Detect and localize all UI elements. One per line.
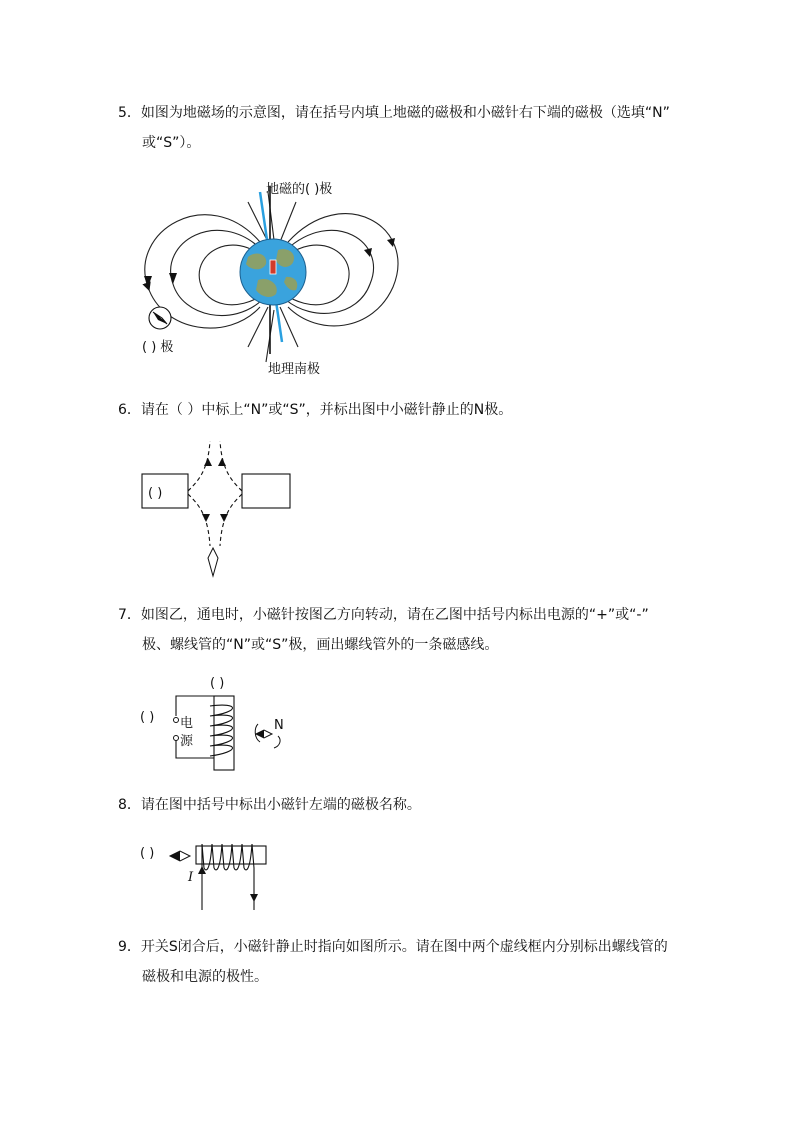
current-label: I: [188, 870, 194, 885]
question-7-line-2: 极、螺线管的“N”或“S”极，画出螺线管外的一条磁感线。: [142, 637, 499, 653]
question-8: [118, 790, 698, 820]
power-source-bracket-label: ( ): [140, 710, 155, 725]
question-5-line-2: 或“S”）。: [142, 135, 201, 151]
solenoid-circuit-figure: [140, 676, 300, 776]
question-9-line-1: 9．开关S闭合后，小磁针静止时指向如图所示。请在图中两个虚线框内分别标出螺线管的: [118, 939, 668, 955]
power-source-label-2: 源: [180, 734, 194, 749]
geomagnetic-pole-label: 地磁的( )极: [266, 182, 333, 197]
solenoid-pole-bracket-label: ( ): [210, 676, 225, 691]
question-7: [118, 600, 698, 660]
question-5-line-1: 5．如图为地磁场的示意图，请在括号内填上地磁的磁极和小磁针右下端的磁极（选填“N”: [118, 105, 670, 121]
question-8-line-1: 8．请在图中括号中标出小磁针左端的磁极名称。: [118, 797, 421, 813]
magnet-bracket-label: ( ): [148, 486, 163, 501]
solenoid-current-diagram: [140, 840, 280, 916]
two-magnets-diagram: [140, 436, 300, 581]
question-6-line-1: 6．请在（ ）中标上“N”或“S”，并标出图中小磁针静止的N极。: [118, 402, 513, 418]
question-9-line-2: 磁极和电源的极性。: [142, 969, 268, 985]
needle-north-label: N: [274, 718, 284, 733]
compass-pole-label: ( ) 极: [142, 340, 174, 355]
needle-pole-bracket-label: ( ): [140, 846, 155, 861]
question-5: [118, 98, 698, 158]
two-magnets-figure: [140, 436, 300, 581]
earth-magnetic-field-figure: [138, 172, 418, 382]
question-9: [118, 932, 698, 992]
geographic-south-pole-label: 地理南极: [268, 362, 321, 377]
solenoid-current-figure: [140, 840, 280, 916]
earth-field-diagram: [138, 172, 418, 382]
question-6: [118, 395, 698, 425]
power-source-label-1: 电: [180, 716, 194, 731]
question-7-line-1: 7．如图乙，通电时，小磁针按图乙方向转动，请在乙图中括号内标出电源的“+”或“-”: [118, 607, 649, 623]
